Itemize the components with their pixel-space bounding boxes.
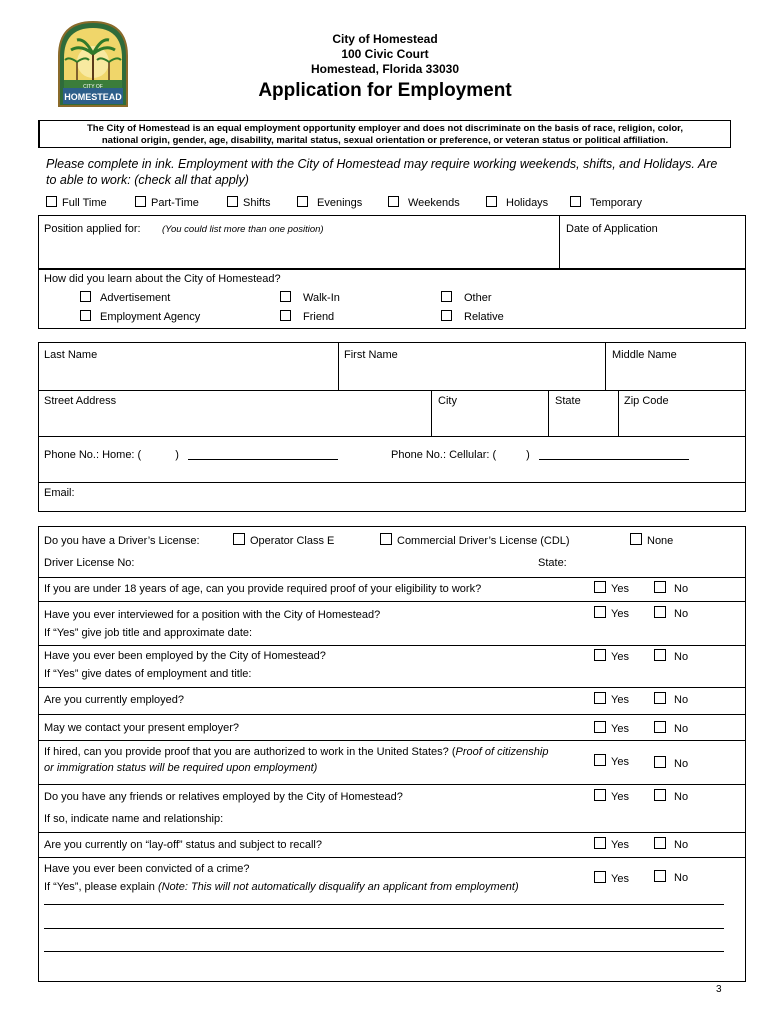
first-name-label: First Name xyxy=(344,349,398,361)
avail-weekends[interactable]: Weekends xyxy=(388,196,460,209)
checkbox[interactable] xyxy=(654,649,666,661)
checkbox[interactable] xyxy=(233,533,245,545)
q1-yes[interactable]: Yes xyxy=(594,581,629,595)
question-interviewed-detail: If “Yes” give job title and approximate date: xyxy=(44,627,253,639)
checkbox[interactable] xyxy=(594,754,606,766)
checkbox[interactable] xyxy=(46,196,57,207)
checkbox[interactable] xyxy=(227,196,238,207)
q1-no[interactable]: No xyxy=(654,581,688,595)
personal-section xyxy=(38,342,746,512)
license-state-label: State: xyxy=(538,557,567,569)
phone-cell-field[interactable]: Phone No.: Cellular: ( ) xyxy=(391,449,689,461)
question-relatives-detail: If so, indicate name and relationship: xyxy=(44,813,224,825)
question-currently-employed: Are you currently employed? xyxy=(44,694,185,706)
checkbox[interactable] xyxy=(654,721,666,733)
question-interviewed: Have you ever interviewed for a position with the City of Homestead? xyxy=(44,609,381,621)
state-label: State xyxy=(555,395,581,407)
checkbox[interactable] xyxy=(135,196,146,207)
explanation-line-1[interactable] xyxy=(44,904,724,905)
q7-yes[interactable]: Yes xyxy=(594,789,629,803)
email-label: Email: xyxy=(44,487,75,499)
learn-walk-in[interactable]: Walk-In xyxy=(280,291,340,304)
middle-name-label: Middle Name xyxy=(612,349,677,361)
q3-yes[interactable]: Yes xyxy=(594,649,629,663)
checkbox[interactable] xyxy=(380,533,392,545)
checkbox[interactable] xyxy=(654,606,666,618)
q2-no[interactable]: No xyxy=(654,606,688,620)
learn-advertisement[interactable]: Advertisement xyxy=(80,291,170,304)
checkbox[interactable] xyxy=(388,196,399,207)
checkbox[interactable] xyxy=(594,649,606,661)
city-address-1: 100 Civic Court xyxy=(341,47,429,61)
city-name: City of Homestead xyxy=(332,32,438,46)
logo-text-top: CITY OF xyxy=(83,84,103,90)
last-name-label: Last Name xyxy=(44,349,98,361)
q2-yes[interactable]: Yes xyxy=(594,606,629,620)
phone-cell-line[interactable] xyxy=(539,459,689,460)
license-question: Do you have a Driver’s License: xyxy=(44,535,200,547)
license-none[interactable]: None xyxy=(630,533,673,547)
question-work-authorization-detail: or immigration status will be required upon employment) xyxy=(44,762,318,774)
q5-yes[interactable]: Yes xyxy=(594,721,629,735)
question-convicted-detail: If “Yes”, please explain (Note: This will not automatically disqualify an applicant from employment) xyxy=(44,881,519,893)
checkbox[interactable] xyxy=(280,291,291,302)
q6-yes[interactable]: Yes xyxy=(594,754,629,768)
q9-no[interactable]: No xyxy=(654,870,688,884)
license-number-label: Driver License No: xyxy=(44,557,135,569)
license-cdl[interactable]: Commercial Driver’s License (CDL) xyxy=(380,533,570,547)
question-contact-employer: May we contact your present employer? xyxy=(44,722,240,734)
question-relatives: Do you have any friends or relatives employed by the City of Homestead? xyxy=(44,791,403,803)
q4-yes[interactable]: Yes xyxy=(594,692,629,706)
logo-text-bottom: HOMESTEAD xyxy=(64,92,122,102)
checkbox[interactable] xyxy=(80,291,91,302)
q8-no[interactable]: No xyxy=(654,837,688,851)
question-under-18: If you are under 18 years of age, can you provide required proof of your eligibility to work? xyxy=(44,583,482,595)
page-number: 3 xyxy=(716,984,722,995)
intro-line-2: to able to work: (check all that apply) xyxy=(46,173,249,187)
explanation-line-3[interactable] xyxy=(44,951,724,952)
q3-no[interactable]: No xyxy=(654,649,688,663)
question-layoff: Are you currently on “lay-off” status and subject to recall? xyxy=(44,839,322,851)
question-work-authorization: If hired, can you provide proof that you are authorized to work in the United States? (Proof of citizenship xyxy=(44,746,549,758)
checkbox[interactable] xyxy=(654,870,666,882)
learn-friend[interactable]: Friend xyxy=(280,310,334,323)
phone-home-field[interactable]: Phone No.: Home: ( ) xyxy=(44,449,338,461)
checkbox[interactable] xyxy=(594,837,606,849)
learn-question: How did you learn about the City of Homestead? xyxy=(44,273,281,285)
page-title: Application for Employment xyxy=(258,80,512,101)
avail-shifts[interactable]: Shifts xyxy=(227,196,271,209)
learn-employment-agency[interactable]: Employment Agency xyxy=(80,310,200,323)
q9-yes[interactable]: Yes xyxy=(594,871,629,885)
checkbox[interactable] xyxy=(654,581,666,593)
checkbox[interactable] xyxy=(297,196,308,207)
date-of-application-label: Date of Application xyxy=(566,223,658,235)
checkbox[interactable] xyxy=(654,837,666,849)
question-convicted: Have you ever been convicted of a crime? xyxy=(44,863,250,875)
checkbox[interactable] xyxy=(441,291,452,302)
eeo-line-2: national origin, gender, age, disability, marital status, sexual orientation or preference, or veteran status or political affiliation. xyxy=(101,135,669,146)
license-operator-class-e[interactable]: Operator Class E xyxy=(233,533,334,547)
checkbox[interactable] xyxy=(594,789,606,801)
explanation-line-2[interactable] xyxy=(44,928,724,929)
phone-home-line[interactable] xyxy=(188,459,338,460)
eeo-statement xyxy=(38,120,731,148)
checkbox[interactable] xyxy=(654,692,666,704)
position-hint: (You could list more than one position) xyxy=(162,224,324,235)
city-address-2: Homestead, Florida 33030 xyxy=(310,62,460,76)
checkbox[interactable] xyxy=(594,721,606,733)
avail-evenings[interactable]: Evenings xyxy=(297,196,362,209)
learn-other[interactable]: Other xyxy=(441,291,492,304)
avail-temporary[interactable]: Temporary xyxy=(570,196,642,209)
checkbox[interactable] xyxy=(594,692,606,704)
checkbox[interactable] xyxy=(654,756,666,768)
q6-no[interactable]: No xyxy=(654,756,688,770)
checkbox[interactable] xyxy=(594,581,606,593)
checkbox[interactable] xyxy=(570,196,581,207)
q5-no[interactable]: No xyxy=(654,721,688,735)
q4-no[interactable]: No xyxy=(654,692,688,706)
city-logo xyxy=(55,18,131,108)
avail-holidays[interactable]: Holidays xyxy=(486,196,548,209)
eeo-line-1: The City of Homestead is an equal employment opportunity employer and does not discriminate on the basis of race, religion, color, xyxy=(87,123,683,134)
position-label: Position applied for: xyxy=(44,223,141,235)
checkbox[interactable] xyxy=(594,871,606,883)
checkbox[interactable] xyxy=(654,789,666,801)
learn-relative[interactable]: Relative xyxy=(441,310,504,323)
question-employed-before: Have you ever been employed by the City of Homestead? xyxy=(44,650,326,662)
checkbox[interactable] xyxy=(280,310,291,321)
checkbox[interactable] xyxy=(486,196,497,207)
zip-code-label: Zip Code xyxy=(624,395,669,407)
checkbox[interactable] xyxy=(594,606,606,618)
street-address-label: Street Address xyxy=(44,395,117,407)
q8-yes[interactable]: Yes xyxy=(594,837,629,851)
checkbox[interactable] xyxy=(441,310,452,321)
question-employed-before-detail: If “Yes” give dates of employment and title: xyxy=(44,668,252,680)
avail-part-time[interactable]: Part-Time xyxy=(135,196,199,209)
checkbox[interactable] xyxy=(80,310,91,321)
checkbox[interactable] xyxy=(630,533,642,545)
intro-line-1: Please complete in ink. Employment with the City of Homestead may require working weekends, shifts, and Holidays. Are xyxy=(46,157,718,171)
avail-full-time[interactable]: Full Time xyxy=(46,196,107,209)
city-label: City xyxy=(438,395,457,407)
q7-no[interactable]: No xyxy=(654,789,688,803)
